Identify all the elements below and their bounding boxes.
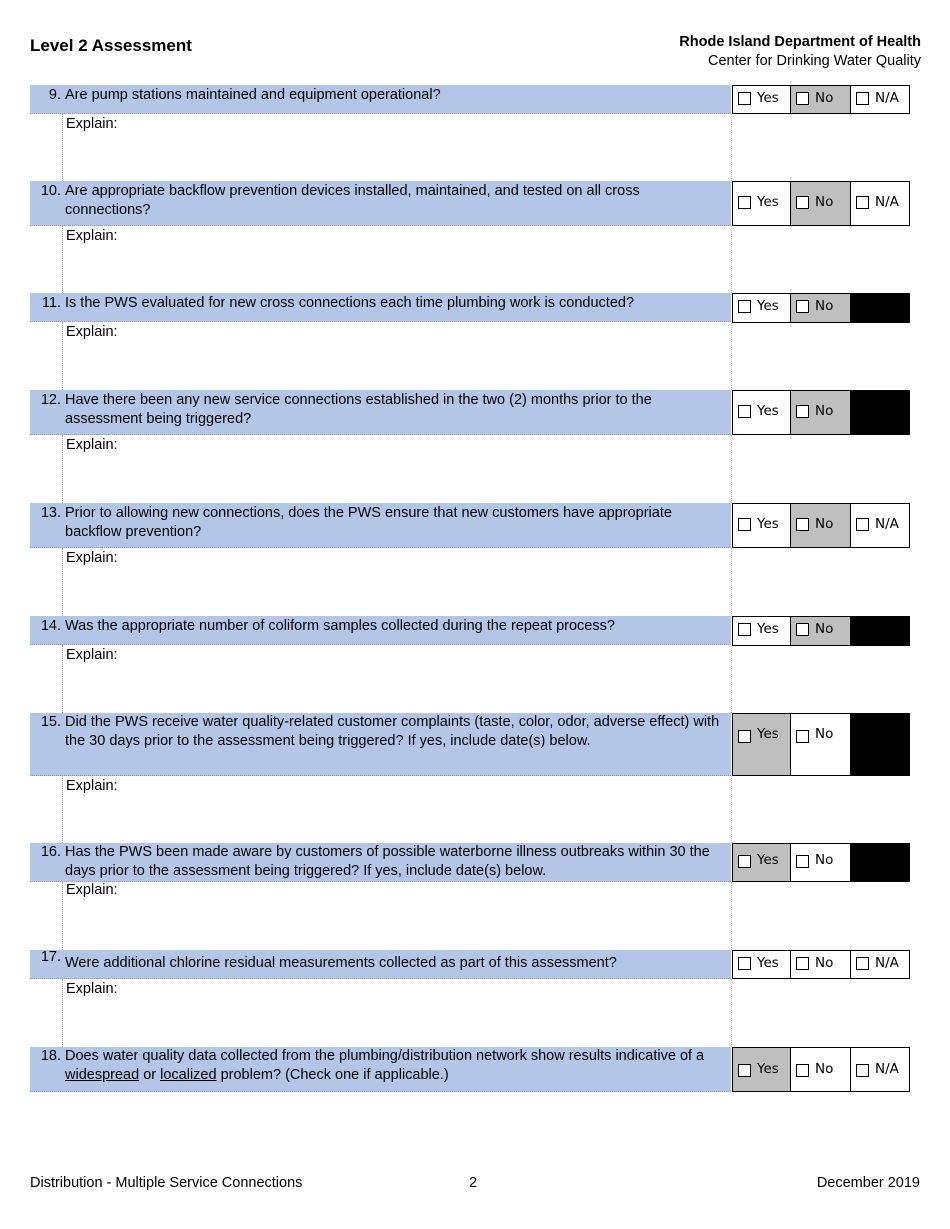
explain-label: Explain:	[66, 228, 118, 244]
no-checkbox[interactable]	[796, 1064, 809, 1077]
answer-box	[732, 616, 910, 646]
spacer	[731, 979, 910, 1047]
question-number: 17.	[40, 949, 61, 965]
yes-checkbox[interactable]	[738, 1064, 751, 1077]
explain-field[interactable]	[62, 322, 731, 390]
no-option[interactable]: No	[791, 504, 851, 547]
spacer	[731, 435, 910, 503]
question-row	[30, 85, 731, 114]
question-row	[30, 293, 731, 322]
yes-option[interactable]: Yes	[733, 86, 791, 113]
question-row	[30, 1047, 731, 1092]
no-checkbox[interactable]	[796, 405, 809, 418]
na-checkbox[interactable]	[856, 92, 869, 105]
no-checkbox[interactable]	[796, 196, 809, 209]
blocked-cell	[851, 844, 909, 881]
yes-checkbox[interactable]	[738, 300, 751, 313]
question-text: Have there been any new service connections established in the two (2) months prior to the assessment being triggered?	[65, 392, 652, 427]
question-text-part: problem? (Check one if applicable.)	[220, 1067, 449, 1083]
question-row	[30, 713, 731, 776]
na-checkbox[interactable]	[856, 1064, 869, 1077]
explain-field[interactable]	[62, 776, 731, 843]
header-center: Center for Drinking Water Quality	[707, 53, 921, 69]
question-number: 12.	[40, 392, 61, 408]
question-text: Are pump stations maintained and equipment operational?	[65, 87, 441, 103]
yes-option[interactable]: Yes	[733, 714, 791, 775]
spacer	[731, 548, 910, 616]
answer-box	[732, 503, 910, 548]
question-text: Are appropriate backflow prevention devices installed, maintained, and tested on all cross connections?	[65, 183, 640, 218]
no-checkbox[interactable]	[796, 730, 809, 743]
no-option[interactable]: No	[791, 1048, 851, 1091]
yes-option[interactable]: Yes	[733, 1048, 791, 1091]
question-number: 10.	[40, 183, 61, 199]
na-option[interactable]: N/A	[851, 951, 909, 978]
blocked-cell	[851, 391, 909, 434]
na-option[interactable]: N/A	[851, 86, 909, 113]
explain-label: Explain:	[66, 778, 118, 794]
question-number: 9.	[48, 87, 61, 103]
no-option[interactable]: No	[791, 86, 851, 113]
question-text: Is the PWS evaluated for new cross connections each time plumbing work is conducted?	[65, 295, 635, 311]
no-option[interactable]: No	[791, 617, 851, 645]
yes-option[interactable]: Yes	[733, 617, 791, 645]
spacer	[731, 226, 910, 293]
answer-box	[732, 843, 910, 882]
no-checkbox[interactable]	[796, 623, 809, 636]
explain-label: Explain:	[66, 882, 118, 898]
yes-checkbox[interactable]	[738, 623, 751, 636]
question-row	[30, 503, 731, 548]
footer-date: December 2019	[816, 1175, 920, 1191]
yes-checkbox[interactable]	[738, 730, 751, 743]
na-option[interactable]: N/A	[851, 182, 909, 225]
yes-checkbox[interactable]	[738, 196, 751, 209]
explain-field[interactable]	[62, 226, 731, 293]
na-option[interactable]: N/A	[851, 504, 909, 547]
no-option[interactable]: No	[791, 391, 851, 434]
question-text: Has the PWS been made aware by customers of possible waterborne illness outbreaks within 30 the days prior to the assessment being triggered? If yes, include date(s) below.	[65, 844, 710, 879]
question-text-part: or	[143, 1067, 157, 1083]
answer-box	[732, 713, 910, 776]
explain-field[interactable]	[62, 979, 731, 1047]
explain-label: Explain:	[66, 647, 118, 663]
widespread-option-text: widespread	[65, 1067, 140, 1083]
no-option[interactable]: No	[791, 951, 851, 978]
no-checkbox[interactable]	[796, 855, 809, 868]
question-row	[30, 843, 731, 882]
yes-checkbox[interactable]	[738, 957, 751, 970]
question-text: Did the PWS receive water quality-related customer complaints (taste, color, odor, adverse effect) with the 30 days prior to the assessment being triggered? If yes, include date(s) below.	[65, 714, 720, 749]
no-checkbox[interactable]	[796, 957, 809, 970]
question-text: Was the appropriate number of coliform samples collected during the repeat process?	[65, 618, 615, 634]
yes-checkbox[interactable]	[738, 405, 751, 418]
answer-box	[732, 293, 910, 323]
explain-field[interactable]	[62, 645, 731, 713]
answer-box	[732, 390, 910, 435]
na-option[interactable]: N/A	[851, 1048, 909, 1091]
no-option[interactable]: No	[791, 714, 851, 775]
question-row	[30, 950, 731, 979]
na-checkbox[interactable]	[856, 518, 869, 531]
no-option[interactable]: No	[791, 844, 851, 881]
yes-option[interactable]: Yes	[733, 182, 791, 225]
explain-label: Explain:	[66, 981, 118, 997]
answer-box	[732, 1047, 910, 1092]
explain-label: Explain:	[66, 550, 118, 566]
blocked-cell	[851, 714, 909, 775]
question-number: 14.	[40, 618, 61, 634]
explain-label: Explain:	[66, 324, 118, 340]
explain-field[interactable]	[62, 548, 731, 616]
yes-checkbox[interactable]	[738, 855, 751, 868]
no-checkbox[interactable]	[796, 300, 809, 313]
question-row	[30, 181, 731, 226]
header-title: Level 2 Assessment	[30, 36, 192, 55]
question-row	[30, 616, 731, 645]
answer-box	[732, 950, 910, 979]
question-number: 15.	[40, 714, 61, 730]
answer-box	[732, 181, 910, 226]
spacer	[731, 114, 910, 181]
explain-label: Explain:	[66, 437, 118, 453]
explain-label: Explain:	[66, 116, 118, 132]
yes-checkbox[interactable]	[738, 92, 751, 105]
question-text-part: Does water quality data collected from the plumbing/distribution network show results indicative of a	[65, 1048, 705, 1064]
spacer	[731, 646, 910, 713]
blocked-cell	[851, 294, 909, 322]
no-option[interactable]: No	[791, 294, 851, 322]
na-checkbox[interactable]	[856, 957, 869, 970]
no-checkbox[interactable]	[796, 92, 809, 105]
na-checkbox[interactable]	[856, 196, 869, 209]
no-option[interactable]: No	[791, 182, 851, 225]
explain-field[interactable]	[62, 882, 731, 950]
explain-field[interactable]	[62, 435, 731, 503]
page-number: 2	[469, 1175, 478, 1191]
spacer	[731, 882, 910, 950]
yes-option[interactable]: Yes	[733, 504, 791, 547]
spacer	[731, 776, 910, 843]
explain-field[interactable]	[62, 114, 731, 181]
header-organization: Rhode Island Department of Health	[679, 34, 921, 50]
footer-left: Distribution - Multiple Service Connections	[30, 1175, 303, 1191]
spacer	[731, 323, 910, 390]
question-number: 18.	[40, 1048, 61, 1064]
question-text: Were additional chlorine residual measurements collected as part of this assessment?	[65, 955, 617, 971]
yes-checkbox[interactable]	[738, 518, 751, 531]
question-number: 16.	[40, 844, 61, 860]
answer-box	[732, 85, 910, 114]
question-number: 11.	[41, 295, 61, 311]
question-row	[30, 390, 731, 435]
no-checkbox[interactable]	[796, 518, 809, 531]
question-number: 13.	[40, 505, 61, 521]
yes-option[interactable]: Yes	[733, 844, 791, 881]
yes-option[interactable]: Yes	[733, 391, 791, 434]
localized-option-text: localized	[160, 1067, 217, 1083]
yes-option[interactable]: Yes	[733, 951, 791, 978]
yes-option[interactable]: Yes	[733, 294, 791, 322]
question-text	[65, 1047, 725, 1085]
blocked-cell	[851, 617, 909, 645]
question-text: Prior to allowing new connections, does the PWS ensure that new customers have appropriate backflow prevention?	[65, 505, 672, 540]
